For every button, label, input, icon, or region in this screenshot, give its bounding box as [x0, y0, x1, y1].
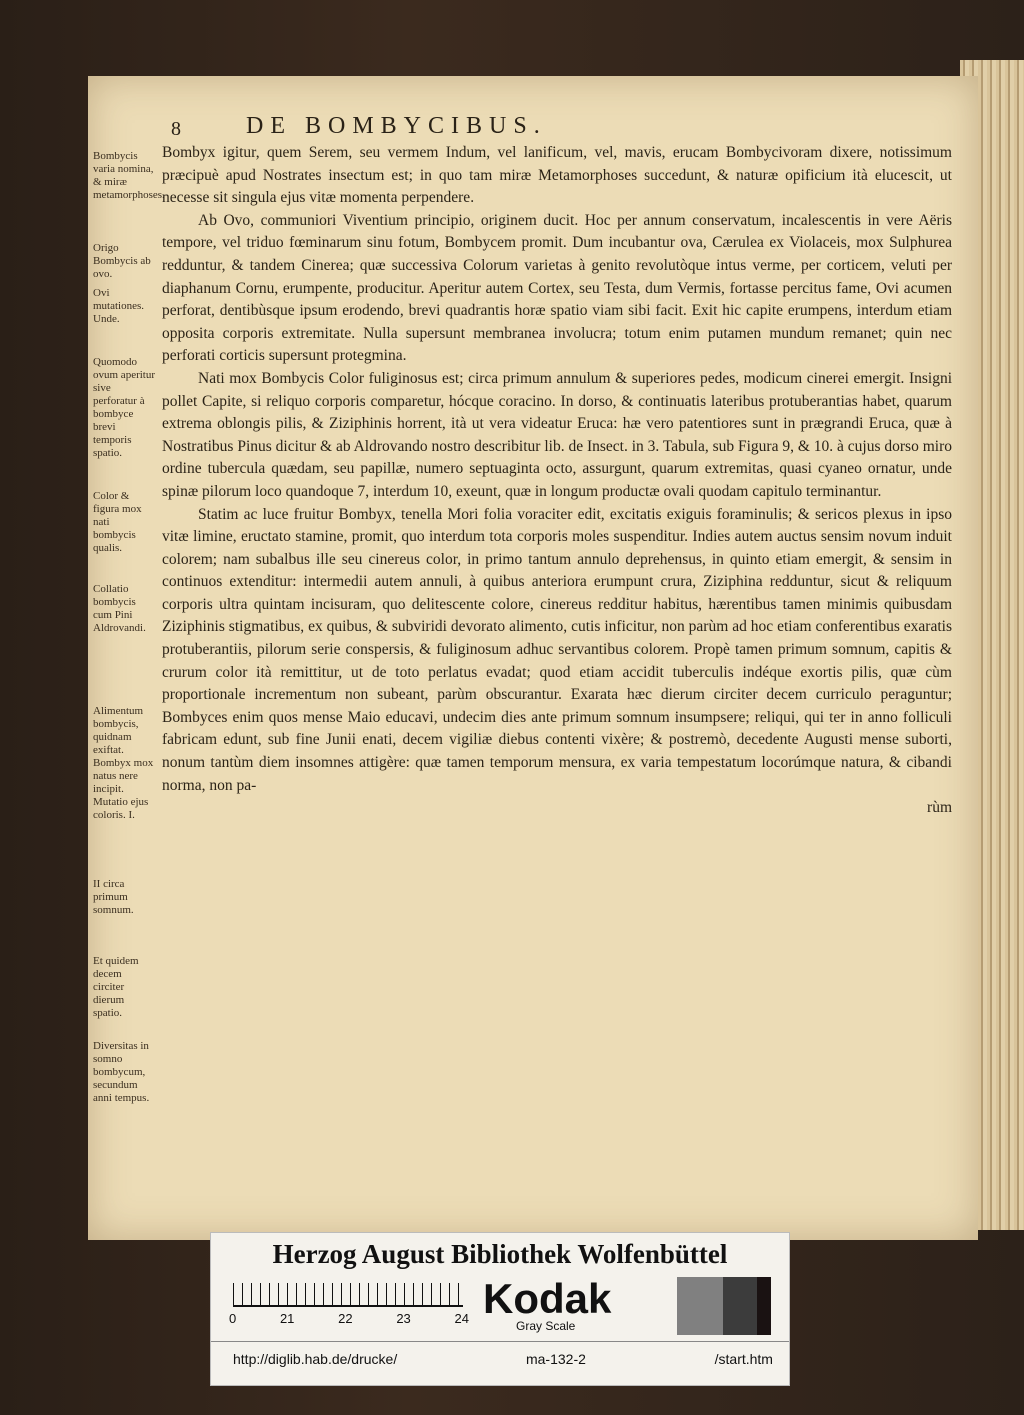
- url-right: /start.htm: [714, 1351, 773, 1367]
- margin-note: Ovi mutationes. Unde.: [93, 287, 145, 325]
- catchword: rùm: [927, 799, 952, 817]
- gray-swatch: [677, 1277, 723, 1335]
- ruler-label: 21: [279, 1311, 295, 1326]
- url-mid: ma-132-2: [525, 1351, 586, 1367]
- ruler-label: 23: [396, 1311, 411, 1326]
- margin-note: Alimentum bombycis, quidnam exiftat. Bombyx mox natus nere incipit. Mutatio ejus coloris. I.: [93, 705, 154, 821]
- margin-notes: [93, 150, 165, 1109]
- library-target-card: [210, 1232, 790, 1386]
- ruler-label: 22: [338, 1311, 353, 1326]
- ruler-label: 0: [229, 1311, 237, 1326]
- ruler-label: 24: [454, 1311, 469, 1326]
- margin-note: Et quidem decem circiter dierum spatio.: [93, 955, 139, 1019]
- running-header: DE BOMBYCIBUS.: [246, 113, 547, 139]
- paragraph: Ab Ovo, communiori Viventium principio, originem ducit. Hoc per annum conservatum, incalescentis in vere Aëris tempore, vel triduo fœminarum sinu fotum, Bombycem promit. Dum incubantur ova, Cærulea ex Violaceis, mox Sulphurea redduntur, & tandem Cinerea; quæ successiva Colorum varietas à genito revolutòque intus verme, per corticem, veluti per diaphanum Cornu, erumpente, producitur. Aperitur autem Cortex, seu Testa, dum Vermis, fortasse percitus fame, Ovi acumen perforat, dentibùsque ipsum erodendo, brevi quadrantis horæ spatio viam sibi facit. Exit hic capite erumpens, interdum etiam opposita corporis extremitate. Nulla supersunt membranea involucra; totum enim putamen mundum remanet; quin nec perforati corticis supersunt protegmina.: [162, 211, 952, 365]
- scale-ruler: [233, 1283, 463, 1307]
- url-row: [233, 1351, 773, 1367]
- library-title: Herzog August Bibliothek Wolfenbüttel: [272, 1239, 728, 1269]
- margin-note: Origo Bombycis ab ovo.: [93, 242, 151, 280]
- margin-note: Color & figura mox nati bombycis qualis.: [93, 490, 142, 554]
- paragraph: Bombyx igitur, quem Serem, seu vermem Indum, vel lanificum, vel, mavis, erucam Bombycivoram dixere, notissimum præcipuè apud Nostrates insectum est; in quo tam miræ Metamorphoses succedunt, & naturæ opificium ità elucescit, ut necesse sit singula ejus vitæ momenta perpendere.: [162, 144, 952, 207]
- ruler-labels: [229, 1311, 469, 1326]
- gray-swatch: [757, 1277, 771, 1335]
- paragraph: Nati mox Bombycis Color fuliginosus est; circa primum annulum & superiores pedes, modicum cinerei emergit. Insigni pollet Capite, si reliquo corporis comparetur, hócque coracino. In dorso, & continuatis lateribus protuberantias habet, quarum extrema oblongis pilis, & Ziziphinis horrent, ità ut vera videatur Eruca: hæ vero patentiores sunt in prægrandi Eruca, quæ à Nostratibus Pinus dicitur & ab Aldrovando nostro describitur lib. de Insect. in 3. Tabula, sub Figura 9, & 10. à cujus dorso miro ordine tubercula quædam, seu papillæ, numero septuaginta octo, assurgunt, quarum extremitas, quasi cyaneo ornatur, unde spinæ pilorum loco quandoque 7, interdum 10, exeunt, quæ in longum productæ ovali quodam capitulo terminantur.: [162, 369, 952, 500]
- paragraph: Statim ac luce fruitur Bombyx, tenella Mori folia voraciter edit, excitatis exiguis foraminulis; & sericos plexus in ipso vitæ limine, eructato stamine, promit, quo interdum tota corporis moles suspenditur. Indies autem auctus sensim novum induit colorem; nam subalbus ille seu cinereus color, in primo tantum annulo deprehensus, in quinto etiam emergit, & sensim in continuos extenditur: intermedii autem annuli, à quibus anteriora erumpunt crura, Ziziphina redduntur, sicut & reliquum corporis ultra quintam incisuram, quo delitescente colore, cinereus redditur habitus, hærentibus tamen minimis quibusdam Ziziphinis stigmatibus, ex quibus, & subviridi devorato alimento, cutis inficitur, non parùm ad hoc etiam conferentibus exaratis protuberantiis, pilorum serie conspersis, & fuliginosum adhuc servantibus colorem. Propè tamen primum somnum, capitis & crurum color ità remittitur, ut de toto perlatus evadat; quod etiam accidit tuberculis indéque exortis pilis, quæ cùm proportionale incrementum non subeant, parùm obscurantur. Exarata hæc dierum circiter decem curriculo peraguntur; Bombyces enim quos mense Maio educavi, undecim dies ante primum somnum insumpsere; reliqui, qui ter in anno folliculi fabricam edunt, sub fine Junii enati, decem vigiliæ diebus contenti vixère; & postremò, decedente Augusti mense suborti, nonum tantùm diem insomnes attigère: quæ tamen temporum mensura, ex varia tempestatum locorúmque natura, & cibandi norma, non pa-: [162, 505, 952, 794]
- margin-note: Diversitas in somno bombycum, secundum anni tempus.: [93, 1040, 150, 1104]
- url-left: http://diglib.hab.de/drucke/: [233, 1351, 398, 1367]
- card-divider: [211, 1341, 789, 1342]
- margin-note: Collatio bombycis cum Pini Aldrovandi.: [93, 583, 146, 634]
- main-text: [162, 142, 952, 820]
- margin-note: II circa primum somnum.: [93, 878, 134, 916]
- page-number: 8: [171, 118, 181, 140]
- margin-note: Bombycis varia nomina, & miræ metamorphoses.: [93, 150, 165, 201]
- kodak-logo: Kodak: [483, 1275, 612, 1322]
- margin-note: Quomodo ovum aperitur sive perforatur à bombyce brevi temporis spatio.: [93, 356, 156, 459]
- gray-scale-label: Gray Scale: [516, 1319, 576, 1333]
